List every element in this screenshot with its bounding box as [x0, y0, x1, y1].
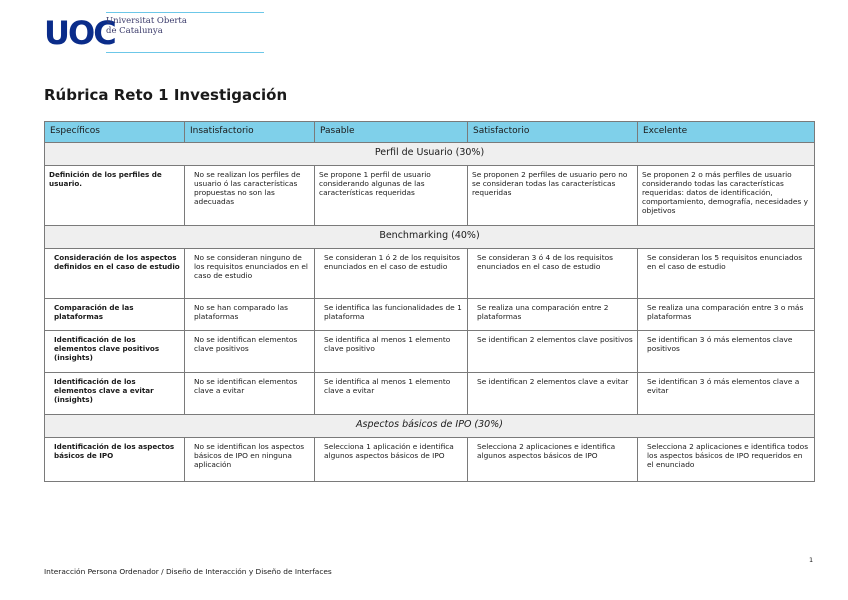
- table-row: [45, 438, 815, 482]
- rubric-table: [44, 121, 815, 482]
- table-header-row: [45, 122, 815, 143]
- cell-insatisfactorio: No se identifican los aspectos básicos de IPO en ninguna aplicación: [185, 438, 315, 482]
- logo-line-1: Universitat Oberta: [106, 16, 187, 26]
- cell-pasable: Se identifica al menos 1 elemento clave positivo: [315, 331, 468, 373]
- table-row: [45, 373, 815, 415]
- page-title: Rúbrica Reto 1 Investigación: [44, 86, 288, 104]
- table-row: [45, 249, 815, 299]
- table-row: [45, 331, 815, 373]
- cell-excelente: Se identifican 3 ó más elementos clave a evitar: [638, 373, 815, 415]
- cell-satisfactorio: Se consideran 3 ó 4 de los requisitos enunciados en el caso de estudio: [468, 249, 638, 299]
- cell-excelente: Se identifican 3 ó más elementos clave positivos: [638, 331, 815, 373]
- header-excelente: Excelente: [638, 122, 815, 143]
- cell-insatisfactorio: No se identifican elementos clave positivos: [185, 331, 315, 373]
- cell-pasable: Se consideran 1 ó 2 de los requisitos enunciados en el caso de estudio: [315, 249, 468, 299]
- criterion-cell: Definición de los perfiles de usuario.: [45, 166, 185, 226]
- uoc-logo-mark: [44, 14, 115, 52]
- cell-satisfactorio: Se identifican 2 elementos clave positivos: [468, 331, 638, 373]
- criterion-cell: Comparación de las plataformas: [45, 299, 185, 331]
- cell-pasable: Se identifica al menos 1 elemento clave a evitar: [315, 373, 468, 415]
- uoc-logo-letters: UOC: [44, 14, 115, 52]
- section-row-benchmarking: [45, 226, 815, 249]
- section-label: Aspectos básicos de IPO (30%): [45, 415, 815, 438]
- cell-insatisfactorio: No se han comparado las plataformas: [185, 299, 315, 331]
- cell-excelente: Selecciona 2 aplicaciones e identifica todos los aspectos básicos de IPO requeridos en el enunciado: [638, 438, 815, 482]
- criterion-cell: Consideración de los aspectos definidos en el caso de estudio: [45, 249, 185, 299]
- header-pasable: Pasable: [315, 122, 468, 143]
- section-label: Benchmarking (40%): [45, 226, 815, 249]
- logo-line-2: de Catalunya: [106, 26, 163, 36]
- criterion-cell: Identificación de los aspectos básicos de IPO: [45, 438, 185, 482]
- criterion-cell: Identificación de los elementos clave positivos (insights): [45, 331, 185, 373]
- section-row-aspectos-ipo: [45, 415, 815, 438]
- uoc-logo: [44, 12, 224, 54]
- page-number: 1: [809, 556, 814, 564]
- page-footer: Interacción Persona Ordenador / Diseño de Interacción y Diseño de Interfaces: [44, 567, 332, 576]
- section-row-perfil-usuario: [45, 143, 815, 166]
- cell-satisfactorio: Selecciona 2 aplicaciones e identifica algunos aspectos básicos de IPO: [468, 438, 638, 482]
- logo-wordmark: [106, 16, 187, 36]
- cell-satisfactorio: Se identifican 2 elementos clave a evitar: [468, 373, 638, 415]
- cell-insatisfactorio: No se identifican elementos clave a evitar: [185, 373, 315, 415]
- cell-pasable: Selecciona 1 aplicación e identifica algunos aspectos básicos de IPO: [315, 438, 468, 482]
- logo-bottom-rule: [106, 52, 264, 53]
- criterion-cell: Identificación de los elementos clave a evitar (insights): [45, 373, 185, 415]
- cell-pasable: Se propone 1 perfil de usuario considerando algunas de las características requeridas: [315, 166, 468, 226]
- header-especificos: Específicos: [45, 122, 185, 143]
- cell-excelente: Se consideran los 5 requisitos enunciados en el caso de estudio: [638, 249, 815, 299]
- cell-satisfactorio: Se proponen 2 perfiles de usuario pero no se consideran todas las características requeridas: [468, 166, 638, 226]
- section-label: Perfil de Usuario (30%): [45, 143, 815, 166]
- header-satisfactorio: Satisfactorio: [468, 122, 638, 143]
- table-row: [45, 166, 815, 226]
- cell-satisfactorio: Se realiza una comparación entre 2 plataformas: [468, 299, 638, 331]
- cell-excelente: Se proponen 2 o más perfiles de usuario considerando todas las características requeridas: datos de identificación, comportamiento, demografía, necesidades y objetivos: [638, 166, 815, 226]
- logo-top-rule: [106, 12, 264, 13]
- cell-insatisfactorio: No se consideran ninguno de los requisitos enunciados en el caso de estudio: [185, 249, 315, 299]
- header-insatisfactorio: Insatisfactorio: [185, 122, 315, 143]
- table-row: [45, 299, 815, 331]
- cell-insatisfactorio: No se realizan los perfiles de usuario ó las características propuestas no son las adecuadas: [185, 166, 315, 226]
- cell-pasable: Se identifica las funcionalidades de 1 plataforma: [315, 299, 468, 331]
- cell-excelente: Se realiza una comparación entre 3 o más plataformas: [638, 299, 815, 331]
